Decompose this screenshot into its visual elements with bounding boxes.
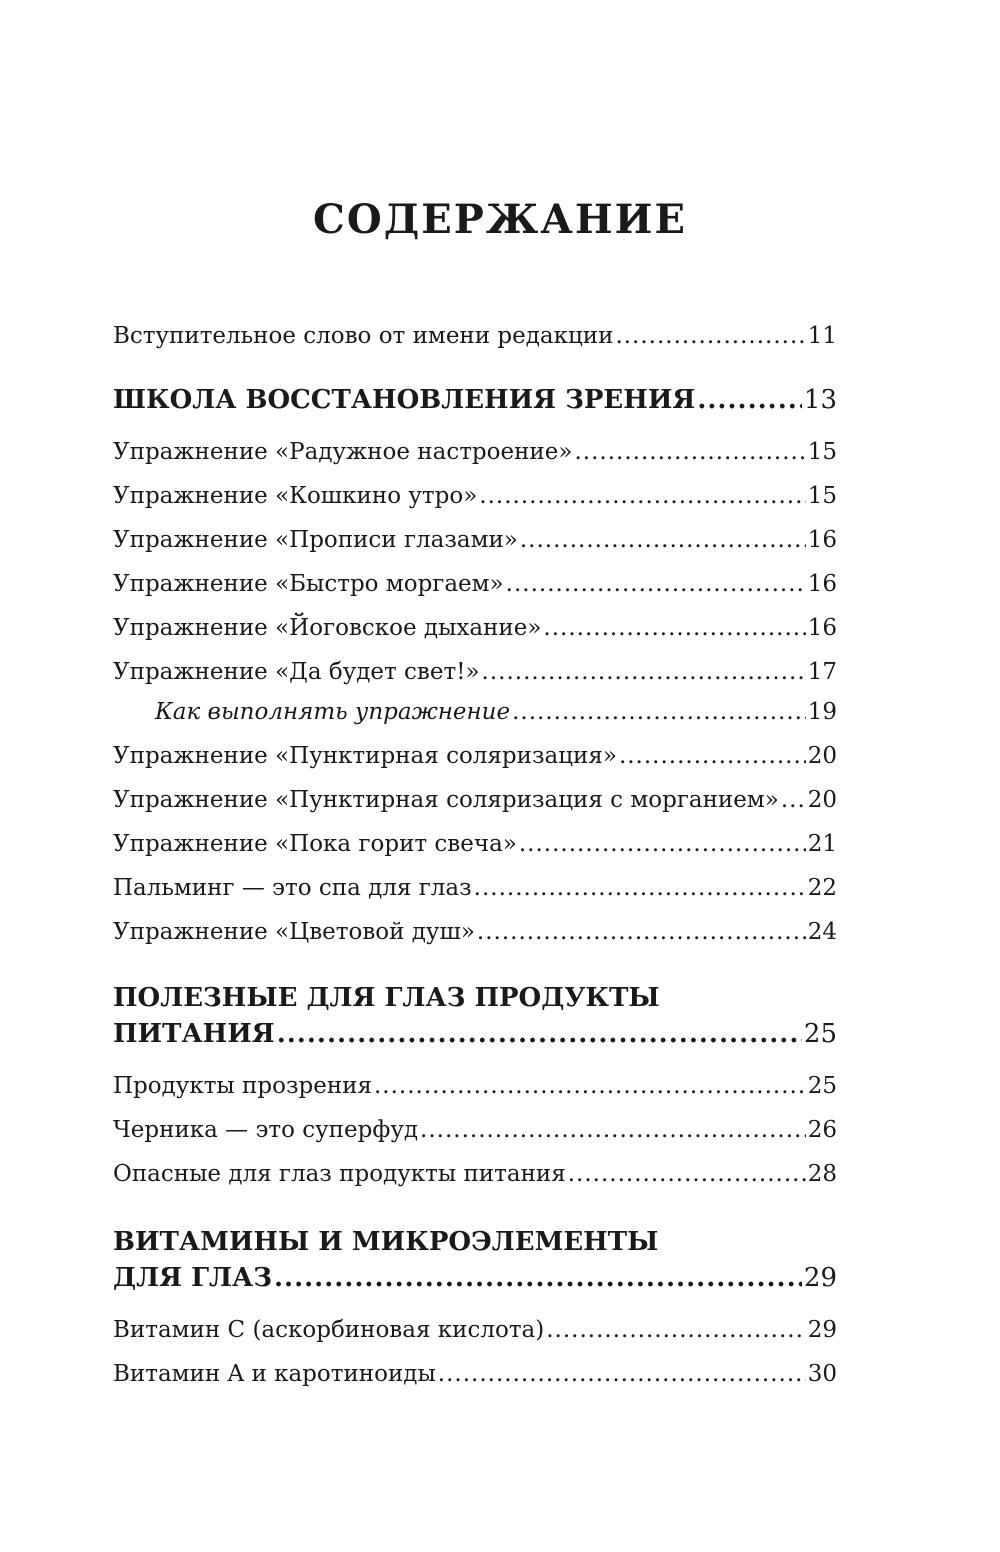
dot-leader: [477, 914, 806, 950]
toc-page-number: 26: [807, 1117, 837, 1143]
toc-section-heading-line: ПОЛЕЗНЫЕ ДЛЯ ГЛАЗ ПРОДУКТЫ: [113, 983, 660, 1013]
toc-entry-label: Упражнение «Цветовой душ»: [113, 919, 475, 945]
toc-entry[interactable]: [113, 1068, 837, 1104]
toc-page-number: 15: [807, 439, 837, 465]
dot-leader: [420, 1112, 806, 1148]
toc-page-number: 13: [803, 385, 837, 415]
dot-leader: [519, 826, 806, 862]
toc-entry-label: Витамин A и каротиноиды: [113, 1361, 436, 1387]
toc-page-number: 17: [807, 659, 837, 685]
toc-page-number: 29: [807, 1317, 837, 1343]
dot-leader: [574, 434, 805, 470]
dot-leader: [781, 782, 806, 818]
toc-entry[interactable]: [113, 566, 837, 602]
dot-leader: [274, 1260, 802, 1296]
toc-entry[interactable]: [113, 654, 837, 690]
toc-entry-label: Упражнение «Прописи глазами»: [113, 527, 518, 553]
page-title: СОДЕРЖАНИЕ: [313, 196, 687, 243]
dot-leader: [482, 654, 806, 690]
toc-section-school[interactable]: [113, 382, 837, 418]
toc-page-number: 20: [807, 787, 837, 813]
toc-entry-label: Упражнение «Пунктирная соляризация с морганием»: [113, 787, 779, 813]
toc-page-number: 22: [807, 875, 837, 901]
toc-page-number: 15: [807, 483, 837, 509]
dot-leader: [543, 610, 805, 646]
toc-section-label: ДЛЯ ГЛАЗ: [113, 1263, 272, 1293]
toc-page-number: 19: [807, 699, 837, 725]
toc-section-nutrition[interactable]: [113, 1016, 837, 1052]
toc-entry[interactable]: [113, 478, 837, 514]
dot-leader: [615, 318, 805, 354]
dot-leader: [277, 1016, 802, 1052]
toc-entry[interactable]: [113, 434, 837, 470]
toc-entry-label: Упражнение «Кошкино утро»: [113, 483, 478, 509]
toc-page-number: 25: [807, 1073, 837, 1099]
toc-section-label: ПИТАНИЯ: [113, 1019, 275, 1049]
dot-leader: [506, 566, 806, 602]
toc-page-number: 29: [803, 1263, 837, 1293]
toc-entry[interactable]: [113, 914, 837, 950]
toc-entry-label: Упражнение «Йоговское дыхание»: [113, 615, 542, 641]
toc-entry-label: Упражнение «Радужное настроение»: [113, 439, 573, 465]
toc-entry-label: Пальминг — это спа для глаз: [113, 875, 472, 901]
toc-page-number: 11: [807, 323, 837, 349]
dot-leader: [512, 694, 806, 730]
toc-page-number: 21: [807, 831, 837, 857]
toc-entry[interactable]: [113, 1312, 837, 1348]
dot-leader: [374, 1068, 806, 1104]
toc-entry[interactable]: [113, 782, 837, 818]
dot-leader: [520, 522, 806, 558]
dot-leader: [568, 1156, 806, 1192]
toc-entry-label: Упражнение «Быстро моргаем»: [113, 571, 504, 597]
toc-entry[interactable]: [113, 1356, 837, 1392]
dot-leader: [697, 382, 802, 418]
dot-leader: [619, 738, 806, 774]
toc-page-number: 16: [807, 571, 837, 597]
toc-page-number: 16: [807, 527, 837, 553]
toc-page-number: 28: [807, 1161, 837, 1187]
toc-page-number: 25: [803, 1019, 837, 1049]
toc-entry-intro[interactable]: [113, 318, 837, 354]
toc-entry-label: Вступительное слово от имени редакции: [113, 323, 614, 349]
toc-page-number: 24: [807, 919, 837, 945]
toc-section-heading-line: ВИТАМИНЫ И МИКРОЭЛЕМЕНТЫ: [113, 1227, 659, 1257]
toc-entry-label: Упражнение «Да будет свет!»: [113, 659, 480, 685]
toc-entry[interactable]: [113, 522, 837, 558]
toc-page-number: 16: [807, 615, 837, 641]
toc-page-number: 30: [807, 1361, 837, 1387]
toc-page-number: 20: [807, 743, 837, 769]
toc-entry[interactable]: [113, 1156, 837, 1192]
toc-subentry-label: Как выполнять упражнение: [155, 699, 511, 725]
toc-entry[interactable]: [113, 738, 837, 774]
toc-section-label: ШКОЛА ВОССТАНОВЛЕНИЯ ЗРЕНИЯ: [113, 385, 696, 415]
dot-leader: [479, 478, 805, 514]
toc-entry-label: Опасные для глаз продукты питания: [113, 1161, 566, 1187]
toc-section-vitamins[interactable]: [113, 1260, 837, 1296]
toc-entry[interactable]: [113, 826, 837, 862]
toc-entry[interactable]: [113, 870, 837, 906]
toc-entry-label: Упражнение «Пока горит свеча»: [113, 831, 517, 857]
dot-leader: [474, 870, 806, 906]
toc-entry[interactable]: [113, 1112, 837, 1148]
toc-entry[interactable]: [113, 610, 837, 646]
toc-entry-label: Витамин C (аскорбиновая кислота): [113, 1317, 545, 1343]
toc-subentry[interactable]: [113, 694, 837, 730]
toc-entry-label: Упражнение «Пунктирная соляризация»: [113, 743, 617, 769]
toc-entry-label: Продукты прозрения: [113, 1073, 372, 1099]
dot-leader: [546, 1312, 805, 1348]
toc-entry-label: Черника — это суперфуд: [113, 1117, 419, 1143]
dot-leader: [438, 1356, 806, 1392]
